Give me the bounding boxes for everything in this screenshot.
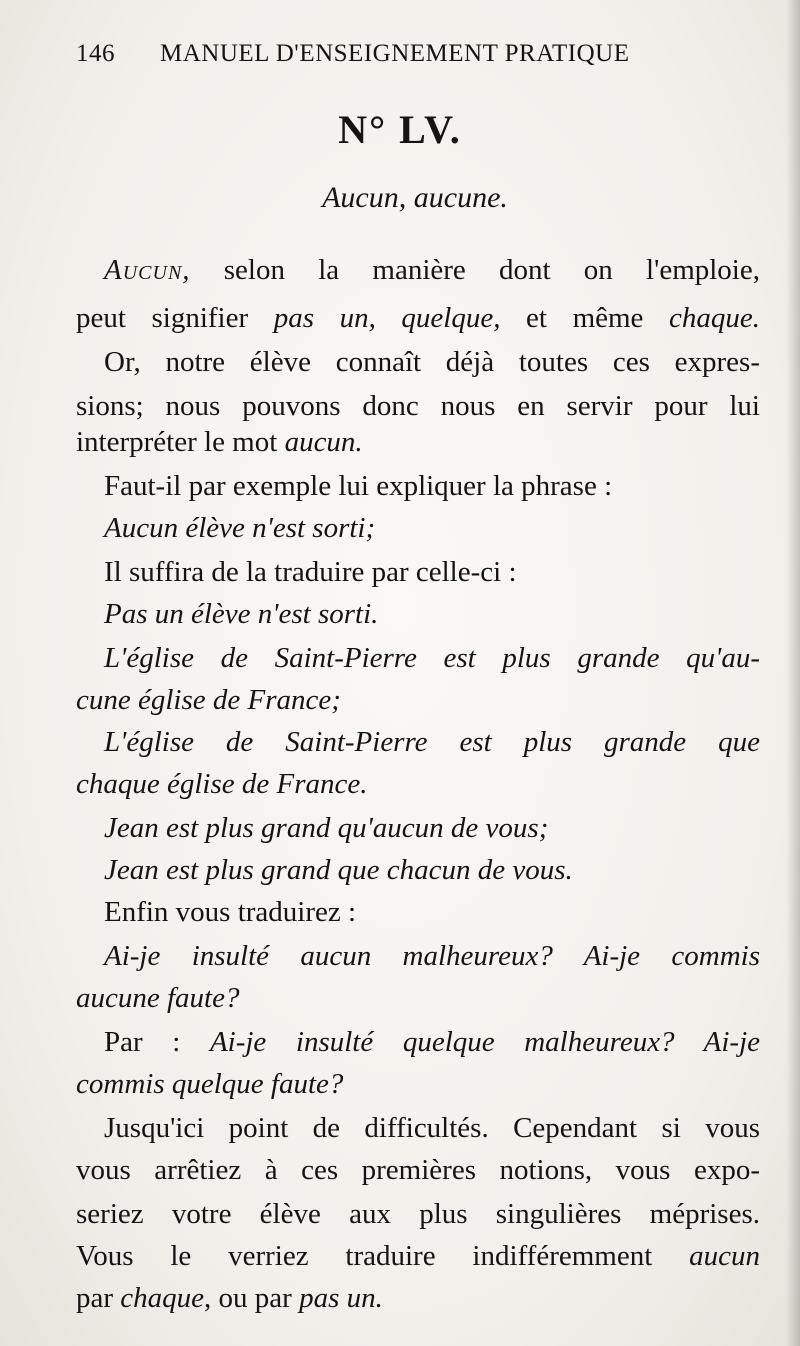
text-line: [104, 250, 760, 290]
text-line: [76, 1278, 383, 1318]
text-line: [76, 422, 363, 462]
text-span: interpréter le mot: [76, 426, 285, 458]
text-line: Jusqu'ici point de difficultés. Cependant si vous: [104, 1112, 760, 1144]
text-line: vous arrêtiez à ces premières notions, vous expo-: [76, 1154, 760, 1186]
text-line: Enfin vous traduirez :: [104, 896, 357, 928]
text-span: et même: [500, 302, 669, 334]
text-line: sions; nous pouvons donc nous en servir pour lui: [76, 390, 760, 422]
example-line: aucune faute?: [76, 982, 240, 1014]
text-span: par: [76, 1282, 121, 1314]
text-span: Par :: [104, 1026, 210, 1058]
text-span: peut signifier: [76, 302, 274, 334]
example-line: commis quelque faute?: [76, 1068, 344, 1100]
lead-word: Aucun,: [104, 254, 191, 286]
example-line: Aucun élève n'est sorti;: [104, 512, 376, 544]
text-line: Il suffira de la traduire par celle-ci :: [104, 556, 517, 588]
text-line: Faut-il par exemple lui expliquer la phrase :: [104, 470, 613, 502]
running-header: [76, 40, 756, 74]
example-line: cune église de France;: [76, 684, 341, 716]
text-span: selon la manière dont on l'emploie,: [190, 254, 760, 286]
example-line: Jean est plus grand qu'aucun de vous;: [104, 812, 549, 844]
example-line: Jean est plus grand que chacun de vous.: [104, 854, 573, 886]
example-line: L'église de Saint-Pierre est plus grande qu'au-: [104, 642, 760, 674]
italic-span: aucun: [689, 1240, 760, 1272]
example-line: chaque église de France.: [76, 768, 368, 800]
example-line: L'église de Saint-Pierre est plus grande que: [104, 726, 760, 758]
italic-span: Ai-je insulté quelque malheureux? Ai-je: [209, 1026, 760, 1058]
text-span: Vous le verriez traduire indifféremment: [76, 1240, 690, 1272]
text-span: , ou par: [204, 1282, 300, 1314]
italic-span: chaque: [120, 1282, 205, 1314]
italic-span: pas un.: [299, 1282, 383, 1314]
text-line: [104, 1022, 760, 1062]
page-number: 146: [76, 40, 115, 67]
italic-span: aucun.: [284, 426, 363, 458]
text-line: seriez votre élève aux plus singulières méprises.: [76, 1198, 760, 1230]
section-number: N° LV.: [338, 107, 462, 152]
italic-span: pas un, quelque,: [273, 302, 501, 334]
example-line: Ai-je insulté aucun malheureux? Ai-je commis: [104, 940, 760, 972]
italic-span: chaque.: [669, 302, 760, 334]
text-line: [76, 298, 760, 338]
example-line: Pas un élève n'est sorti.: [104, 598, 379, 630]
text-line: [76, 1236, 760, 1276]
text-line: Or, notre élève connaît déjà toutes ces expres-: [104, 346, 760, 378]
running-title: MANUEL D'ENSEIGNEMENT PRATIQUE: [160, 40, 630, 67]
section-subtitle: Aucun, aucune.: [322, 181, 508, 214]
